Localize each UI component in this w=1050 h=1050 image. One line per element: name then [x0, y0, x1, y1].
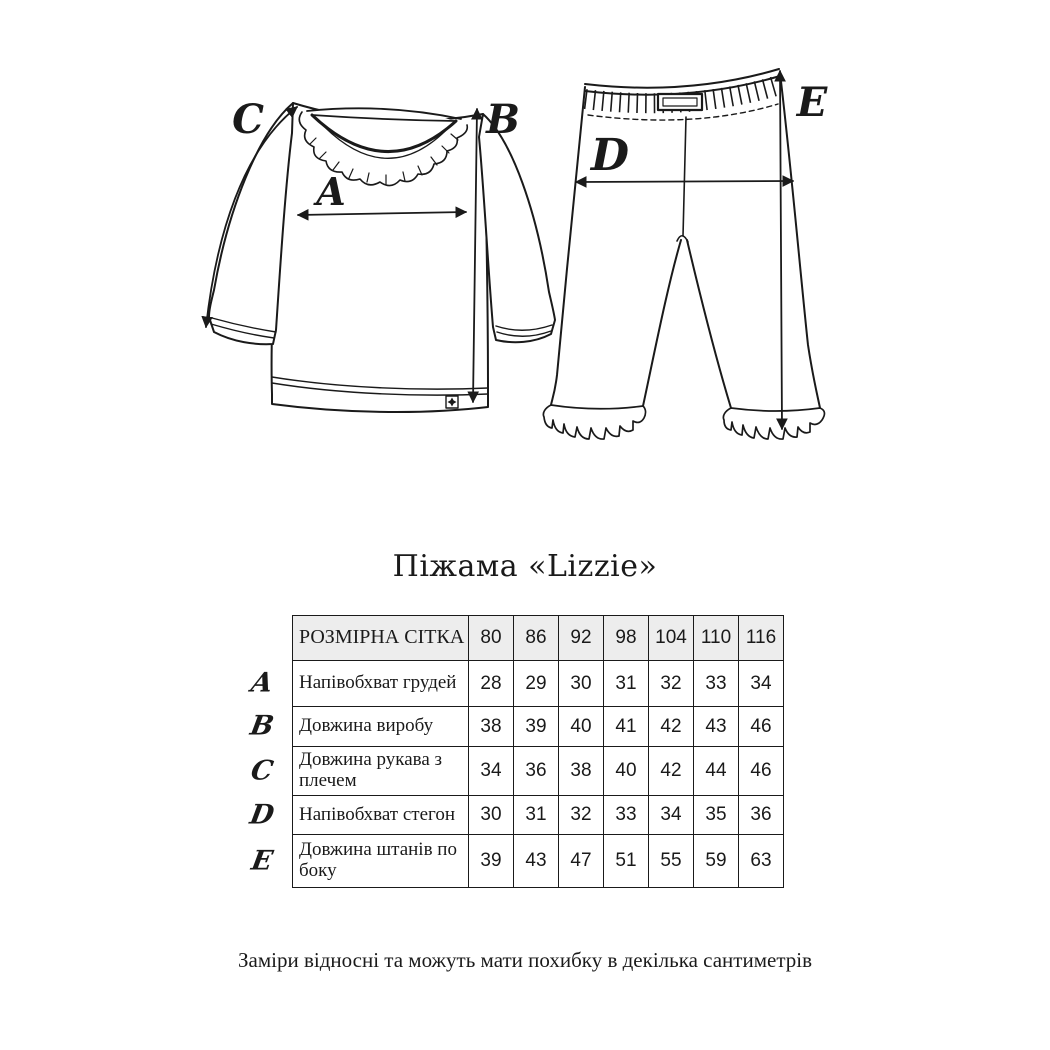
measure-label-d: D	[590, 130, 630, 181]
row-letter-b: B	[247, 710, 277, 742]
size-value-cell: 55	[649, 835, 694, 888]
size-header-cell: 116	[739, 616, 784, 661]
size-value-cell: 39	[514, 707, 559, 747]
table-row-e	[293, 835, 784, 888]
size-value-cell: 30	[559, 661, 604, 707]
size-header-cell: 86	[514, 616, 559, 661]
size-value-cell: 34	[649, 796, 694, 835]
size-value-cell: 32	[559, 796, 604, 835]
size-value-cell: 34	[469, 747, 514, 796]
size-value-cell: 59	[694, 835, 739, 888]
shirt-sketch	[206, 103, 555, 412]
pants-left-outer-edge	[551, 87, 585, 405]
row-letter-c: C	[248, 755, 276, 787]
size-value-cell: 33	[604, 796, 649, 835]
size-value-cell: 31	[514, 796, 559, 835]
row-letter-e: E	[248, 845, 276, 877]
measure-arrow-d	[576, 181, 793, 182]
leg-ruffle-left	[543, 405, 645, 439]
size-value-cell: 46	[739, 707, 784, 747]
leg-ruffle-right	[723, 408, 824, 439]
measure-label-a: A	[316, 169, 346, 214]
size-value-cell: 35	[694, 796, 739, 835]
measure-label-e: E	[796, 79, 828, 126]
size-value-cell: 63	[739, 835, 784, 888]
size-value-cell: 40	[604, 747, 649, 796]
size-header-cell: 98	[604, 616, 649, 661]
size-value-cell: 38	[559, 747, 604, 796]
size-value-cell: 32	[649, 661, 694, 707]
measure-name-cell: Напівобхват грудей	[293, 661, 469, 707]
size-value-cell: 38	[469, 707, 514, 747]
table-row-a	[293, 661, 784, 707]
row-letter-a: A	[248, 667, 276, 699]
measure-name-cell: Напівобхват стегон	[293, 796, 469, 835]
size-header-cell: 104	[649, 616, 694, 661]
row-letter-d: D	[247, 799, 277, 831]
size-value-cell: 29	[514, 661, 559, 707]
size-header-cell: 92	[559, 616, 604, 661]
table-header-label: РОЗМІРНА СІТКА	[293, 616, 469, 661]
product-title: Піжама «Lizzie»	[392, 549, 658, 584]
pants-center-seam	[683, 117, 686, 236]
size-value-cell: 46	[739, 747, 784, 796]
measure-arrow-e	[780, 71, 782, 429]
pants-sketch	[543, 69, 824, 439]
size-value-cell: 28	[469, 661, 514, 707]
table-row-c	[293, 747, 784, 796]
measure-label-c: C	[232, 96, 264, 143]
size-value-cell: 36	[739, 796, 784, 835]
measure-name-cell: Довжина штанів по боку	[293, 835, 469, 888]
size-value-cell: 42	[649, 747, 694, 796]
table-row-d	[293, 796, 784, 835]
size-value-cell: 39	[469, 835, 514, 888]
table-header-row	[293, 616, 784, 661]
size-value-cell: 47	[559, 835, 604, 888]
size-table	[292, 615, 784, 888]
size-value-cell: 36	[514, 747, 559, 796]
size-value-cell: 51	[604, 835, 649, 888]
hem-brand-tag	[446, 396, 458, 408]
waistband-top-edge	[585, 69, 780, 95]
size-value-cell: 34	[739, 661, 784, 707]
waist-tag	[658, 94, 702, 110]
measure-label-b: B	[486, 96, 520, 143]
size-header-cell: 110	[694, 616, 739, 661]
table-row-b	[293, 707, 784, 747]
size-value-cell: 44	[694, 747, 739, 796]
sleeve-right	[479, 114, 555, 342]
size-value-cell: 42	[649, 707, 694, 747]
size-value-cell: 31	[604, 661, 649, 707]
pants-left-inner-edge	[643, 240, 681, 406]
garment-diagram	[0, 0, 1050, 520]
pants-right-inner-edge	[687, 240, 731, 408]
measure-name-cell: Довжина виробу	[293, 707, 469, 747]
size-value-cell: 33	[694, 661, 739, 707]
size-value-cell: 43	[514, 835, 559, 888]
size-value-cell: 41	[604, 707, 649, 747]
footnote: Заміри відносні та можуть мати похибку в декілька сантиметрів	[237, 948, 813, 972]
size-header-cell: 80	[469, 616, 514, 661]
size-value-cell: 40	[559, 707, 604, 747]
size-value-cell: 30	[469, 796, 514, 835]
measure-name-cell: Довжина рукава з плечем	[293, 747, 469, 796]
size-value-cell: 43	[694, 707, 739, 747]
